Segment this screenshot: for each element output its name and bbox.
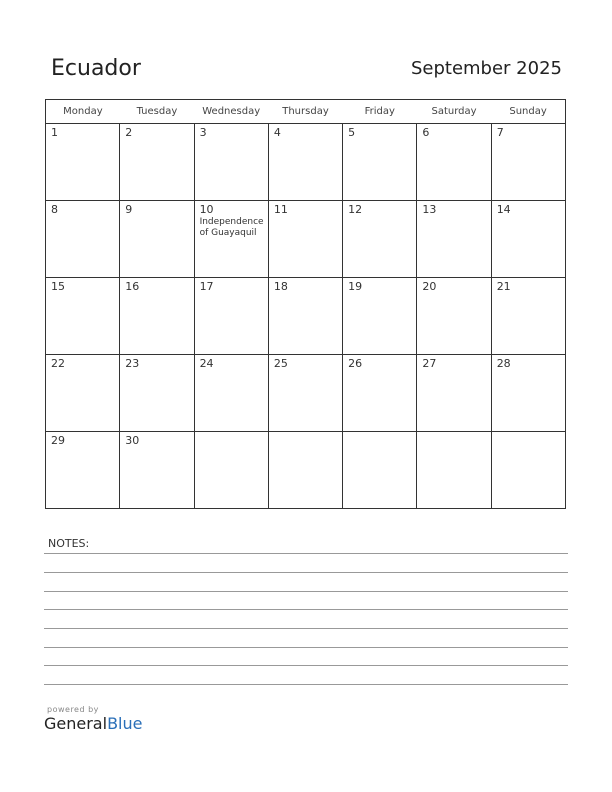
day-number: 13 [422,203,437,216]
day-number: 29 [51,434,65,447]
week-row [46,355,566,432]
day-cell [491,432,565,509]
day-cell [268,432,342,509]
week-row [46,278,566,355]
week-row [46,124,566,201]
day-number: 30 [125,434,140,447]
day-number: 4 [273,126,281,139]
day-cell [46,201,120,278]
weekday-header: Sunday [491,100,565,124]
day-number: 26 [348,357,363,370]
day-number: 22 [51,357,65,370]
day-number: 20 [422,280,437,293]
day-number [195,432,268,434]
day-cell [417,201,491,278]
note-line [44,553,568,554]
day-cell [491,278,565,355]
day-number: 28 [496,357,511,370]
day-number: 17 [199,280,214,293]
day-cell [491,355,565,432]
day-cell [268,278,342,355]
country-title: Ecuador [51,56,141,81]
day-number: 18 [273,280,288,293]
day-number: 9 [125,203,133,216]
day-number: 23 [125,357,140,370]
day-cell [120,355,194,432]
day-cell [268,355,342,432]
day-cell [46,278,120,355]
day-number: 8 [51,203,58,216]
day-cell [417,124,491,201]
day-number: 21 [496,280,511,293]
day-number: 19 [348,280,363,293]
day-number: 11 [273,203,288,216]
day-cell [194,124,268,201]
note-line [44,591,568,592]
day-cell [46,124,120,201]
powered-by-text: powered by [47,705,99,714]
day-number: 12 [348,203,363,216]
brand-general: General [44,714,108,733]
day-number [343,432,416,434]
weekday-header: Thursday [268,100,342,124]
day-number: 6 [422,126,430,139]
day-cell [194,432,268,509]
day-cell [120,432,194,509]
note-line [44,572,568,573]
day-cell [120,278,194,355]
day-cell [120,201,194,278]
note-line [44,609,568,610]
day-cell [343,278,417,355]
day-number: 3 [199,126,207,139]
day-number: 24 [199,357,214,370]
note-line [44,665,568,666]
day-number: 27 [422,357,437,370]
day-number: 25 [273,357,288,370]
note-line [44,684,568,685]
day-number: 2 [125,126,133,139]
day-number: 16 [125,280,140,293]
brand-blue: Blue [107,714,143,733]
day-number: 15 [51,280,65,293]
day-cell [343,124,417,201]
month-year-title: September 2025 [410,58,562,79]
day-number: 14 [496,203,511,216]
day-cell [120,124,194,201]
day-number [417,432,490,434]
day-cell [491,201,565,278]
day-cell [46,432,120,509]
day-cell [491,124,565,201]
holiday-label: Independence of Guayaquil [199,217,264,238]
day-cell [268,124,342,201]
day-cell [194,201,268,278]
weekday-header: Friday [343,100,417,124]
note-line [44,647,568,648]
day-cell [194,355,268,432]
day-cell [46,355,120,432]
calendar-body [46,124,566,509]
notes-label: NOTES: [48,537,90,550]
day-cell [417,432,491,509]
note-line [44,628,568,629]
weekday-header-row [46,100,566,124]
day-number: 5 [348,126,356,139]
day-cell [417,278,491,355]
brand-name [44,714,142,733]
calendar-grid [45,99,566,509]
day-number: 10 [199,203,214,216]
weekday-header: Saturday [417,100,491,124]
week-row [46,201,566,278]
day-cell [268,201,342,278]
week-row [46,432,566,509]
day-cell [343,355,417,432]
day-number: 1 [51,126,58,139]
weekday-header: Wednesday [194,100,268,124]
weekday-header: Tuesday [120,100,194,124]
day-cell [417,355,491,432]
day-number [492,432,565,434]
brand-logo [44,705,142,733]
day-cell [194,278,268,355]
weekday-header: Monday [46,100,120,124]
day-cell [343,432,417,509]
day-number: 7 [496,126,504,139]
day-number [269,432,342,434]
day-cell [343,201,417,278]
